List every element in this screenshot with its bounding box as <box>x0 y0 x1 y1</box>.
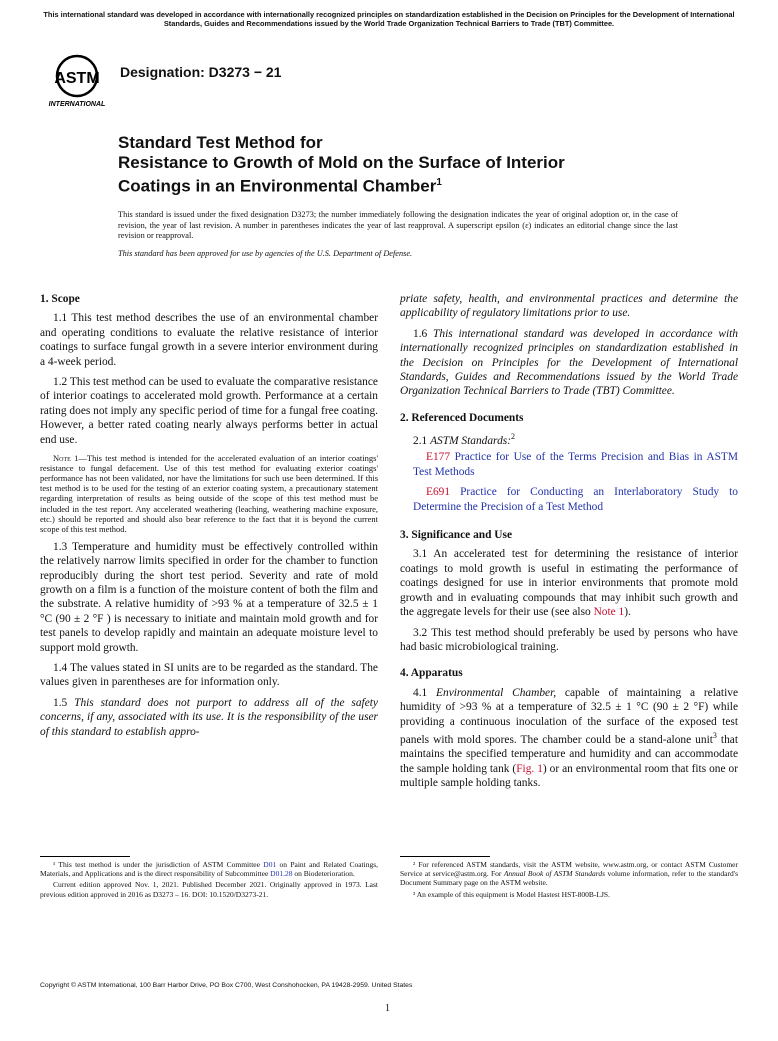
ref-e691-code[interactable]: E691 <box>426 486 451 499</box>
document-title <box>118 133 678 197</box>
para-1-4: 1.4 The values stated in SI units are to be regarded as the standard. The values given in parentheses are for information only. <box>40 662 378 689</box>
para-1-5-num: 1.5 <box>53 696 75 709</box>
para-1-6-num: 1.6 <box>413 327 434 340</box>
fn1-c: on Biodeterioration. <box>292 869 355 879</box>
para-1-6-text: This international standard was developed in accordance with internationally recognized principles on standardization established in the Decision on Principles for the Development of International Standards, Guides and Recommendations issued by the World Trade Organization Technical Barriers to Trade (TBT) Committee. <box>400 327 738 398</box>
footnote-2 <box>400 860 738 888</box>
fn1-a: ¹ This test method is under the jurisdiction of ASTM Committee <box>53 860 264 869</box>
left-column <box>40 292 378 745</box>
title-line-3 <box>118 173 678 197</box>
issued-text: This standard is issued under the fixed designation D3273; the number immediately following the designation indicates the year of original adoption or, in the case of revision, the year of last revision. A number in parentheses indicates the year of last reapproval. A superscript epsilon (ε) indicates an editorial change since the last revision or reapproval. <box>118 210 678 241</box>
logo-text: ASTM <box>54 70 100 87</box>
para-3-1-text: 3.1 An accelerated test for determining the resistance of interior coatings to mold growth is useful in estimating the performance of coatings designed for use in interior environments that promote mold growth and in evaluating compounds that may inhibit such growth and the aggregate levels for their use (see also <box>400 548 738 619</box>
reference-e177[interactable] <box>400 450 738 479</box>
fig-1-link[interactable]: Fig. 1 <box>516 762 543 775</box>
title-line-2: Resistance to Growth of Mold on the Surface of Interior <box>118 153 565 172</box>
page-number: 1 <box>385 1003 390 1014</box>
para-3-1-end: ). <box>624 606 631 619</box>
footnotes-left <box>40 860 378 901</box>
copyright-line: Copyright © ASTM International, 100 Barr Harbor Drive, PO Box C700, West Conshohocken, PA 19428-2959. United States <box>40 982 413 989</box>
para-1-5-continued <box>400 292 738 321</box>
footnotes-right <box>400 860 738 901</box>
section-2-heading: 2. Referenced Documents <box>400 411 524 424</box>
section-3-heading: 3. Significance and Use <box>400 529 513 542</box>
para-1-5-text: This standard does not purport to address all of the safety concerns, if any, associated with its use. It is the responsibility of the user of this standard to establish appro- <box>40 696 378 738</box>
footnote-1-edition: Current edition approved Nov. 1, 2021. Published December 2021. Originally approved in 1973. Last previous edition approved in 2016 as D3273 – 16. DOI: 10.1520/D3273-21. <box>40 880 378 899</box>
para-1-6 <box>400 327 738 399</box>
para-4-1 <box>400 686 738 791</box>
section-4-heading: 4. Apparatus <box>400 667 463 680</box>
para-3-2: 3.2 This test method should preferably be used by persons who have had basic microbiological training. <box>400 626 738 653</box>
title-footnote-ref: 1 <box>436 177 442 188</box>
section-1-heading: 1. Scope <box>40 293 80 305</box>
para-2-1-text: ASTM Standards: <box>430 435 511 448</box>
para-2-1-num: 2.1 <box>413 435 431 448</box>
d01-link[interactable]: D01 <box>263 860 277 869</box>
reference-list <box>400 450 738 514</box>
approved-text: This standard has been approved for use by agencies of the U.S. Department of Defense. <box>118 248 413 258</box>
para-4-1-a: capable of maintaining a relative humidity of >93 % at a temperature of 32.5 ± 1 °C (90 ± 2 °F) while providing a continuous inoculation of the surface of the exposed test panels with mold spores. The chamber could be a stand-alone unit <box>400 686 738 746</box>
para-4-1-num: 4.1 <box>413 686 437 699</box>
para-1-5 <box>40 696 378 739</box>
para-1-3: 1.3 Temperature and humidity must be effectively controlled within the relatively narrow limits specified in order for the chamber to function reproducibly during the short test period. Severity and rate of mold growth on a film is a function of the moisture content of both the film and the substrate. A relative humidity of >93 % at a temperature of 32.5 ± 1 °C (90 ± 2 °F ) is necessary to initiate and maintain mold growth and for test panels to develop rapidly and maintain an adequate moisture level to support mold growth. <box>40 540 378 654</box>
footnote-divider-right <box>400 856 490 857</box>
para-4-1-c: ) or an environmental room that fits one or multiple sample holding tanks. <box>400 762 738 789</box>
ref-e691-title[interactable]: Practice for Conducting an Interlaboratory Study to Determine the Precision of a Test Method <box>413 486 738 513</box>
fn2-b: volume information, refer to the standard's Document Summary page on the ASTM website. <box>400 869 738 888</box>
fn1-b: on Paint and Related Coatings, Materials, and Applications and is the direct responsibility of Subcommittee <box>40 860 378 879</box>
issue-statement <box>118 210 678 259</box>
note-1 <box>40 453 378 534</box>
para-4-1-b: that maintains the specified temperature and humidity and can accommodate the sample holding tank ( <box>400 733 738 775</box>
para-3-1 <box>400 547 738 619</box>
para-1-5-cont-text: priate safety, health, and environmental practices and determine the applicability of regulatory limitations prior to use. <box>400 293 738 320</box>
footnote-1 <box>40 860 378 878</box>
note-1-text: —This test method is intended for the accelerated evaluation of an interior coatings' resistance to fungal defacement. Use of this test method for evaluating exterior coatings' performance has not been validated, nor have the limitations for such use been determined. If this test method is to be used for the testing of an exterior coating system, a precautionary statement regarding interpretation of results as being outside of the scope of this test method must be included in the test report. Any accelerated weathering (leaching, weathering machine exposure, etc.) should be reported and should also bear reference to the fact that it is beyond the current scope of this test method. <box>40 453 378 534</box>
para-4-1-sup: 3 <box>712 730 717 740</box>
para-1-1: 1.1 This test method describes the use of an environmental chamber and operating conditions to evaluate the relative resistance of interior coatings to surface fungal growth in a severe interior environment during a 4-week period. <box>40 312 378 368</box>
ref-e177-title[interactable]: Practice for Use of the Terms Precision and Bias in ASTM Test Methods <box>413 451 738 478</box>
note-1-label: Note 1 <box>53 453 79 464</box>
fn2-a: ² For referenced ASTM standards, visit the ASTM website, www.astm.org, or contact ASTM Customer Service at service@astm.org. For <box>400 860 738 879</box>
note-1-link[interactable]: Note 1 <box>593 606 625 619</box>
para-4-1-em: Environmental Chamber, <box>436 686 557 699</box>
title-line-3-text: Coatings in an Environmental Chamber <box>118 176 437 196</box>
logo-subtext: INTERNATIONAL <box>48 101 106 108</box>
designation: Designation: D3273 − 21 <box>120 64 282 80</box>
wto-notice: This international standard was developed in accordance with internationally recognized principles on standardization established in the Decision on Principles for the Development of International Standards, Guides and Recommendations issued by the World Trade Organization Technical Barriers to Trade (TBT) Committee. <box>43 10 735 28</box>
d01-28-link[interactable]: D01.28 <box>270 869 293 879</box>
ref-e177-code[interactable]: E177 <box>426 451 451 464</box>
astm-logo <box>44 52 110 110</box>
para-1-2: 1.2 This test method can be used to evaluate the comparative resistance of interior coatings to accelerated mold growth. Performance at a certain rating does not imply any specific period of time for a fungal free coating. However, a better rated coating nearly always performs better in actual end use. <box>40 376 378 446</box>
title-line-1: Standard Test Method for <box>118 133 323 152</box>
fn2-em: Annual Book of ASTM Standards <box>503 869 606 879</box>
right-column <box>400 292 738 796</box>
para-2-1 <box>400 430 738 448</box>
footnote-3: ³ An example of this equipment is Model Hastest HST-800B-LJS. <box>413 889 610 899</box>
footnote-divider-left <box>40 856 130 857</box>
reference-e691[interactable] <box>400 485 738 514</box>
para-2-1-sup: 2 <box>511 432 515 442</box>
